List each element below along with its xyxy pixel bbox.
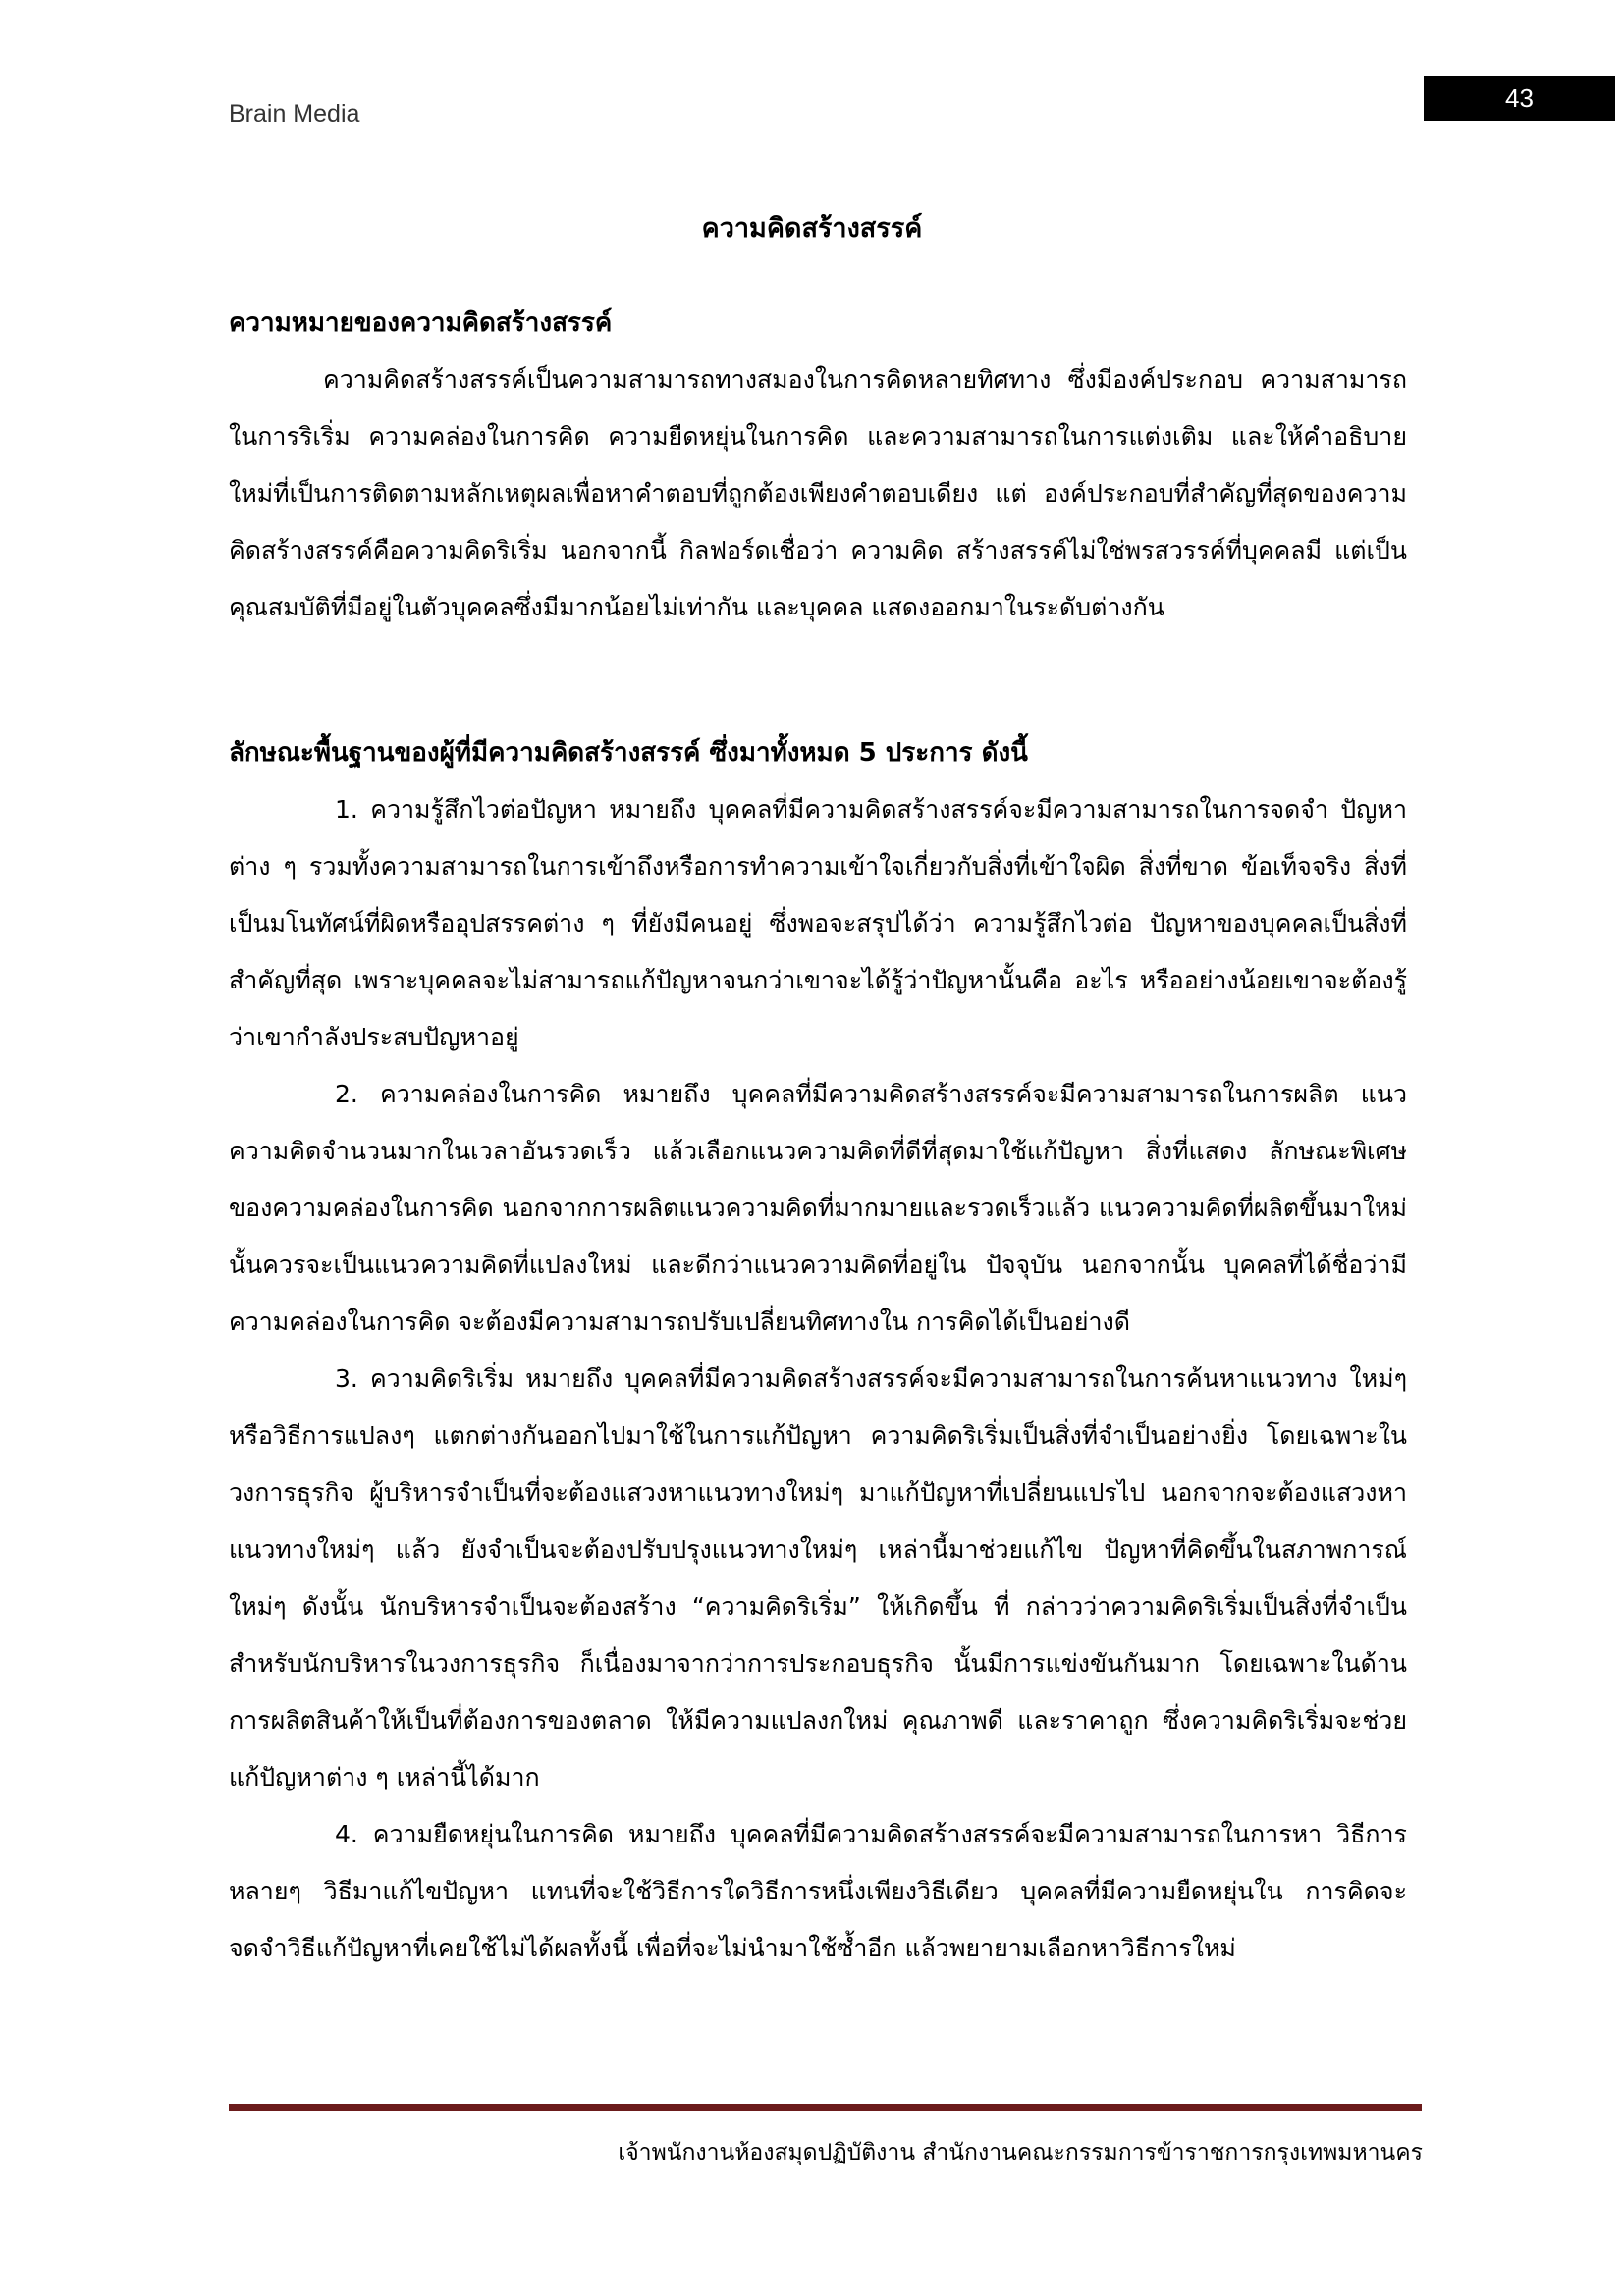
numbered-paragraph: 1. ความรู้สึกไวต่อปัญหา หมายถึง บุคคลที่มีความคิดสร้างสรรค์จะมีความสามารถในการจดจำ ปัญหาต่าง ๆ รวมทั้งความสามารถในการเข้าถึงหรือการทำความเข้าใจเกี่ยวกับสิ่งที่เข้าใจผิด สิ่งที่ขาด ข้อเท็จจริง สิ่งที่เป็นมโนทัศน์ที่ผิดหรืออุปสรรคต่าง ๆ ที่ยังมีคนอยู่ ซึ่งพอจะสรุปได้ว่า ความรู้สึกไวต่อ ปัญหาของบุคคลเป็นสิ่งที่สำคัญที่สุด เพราะบุคคลจะไม่สามารถแก้ปัญหาจนกว่าเขาจะได้รู้ว่าปัญหานั้นคือ อะไร หรืออย่างน้อยเขาจะต้องรู้ว่าเขากำลังประสบปัญหาอยู่ — [229, 795, 1407, 1051]
section-spacer — [229, 636, 1407, 724]
header-publisher-label: Brain Media — [229, 100, 360, 128]
footer-text: เจ้าพนักงานห้องสมุดปฏิบัติงาน สำนักงานคณะกรรมการข้าราชการกรุงเทพมหานคร — [618, 2140, 1423, 2165]
numbered-paragraph: 4. ความยืดหยุ่นในการคิด หมายถึง บุคคลที่มีความคิดสร้างสรรค์จะมีความสามารถในการหา วิธีการหลายๆ วิธีมาแก้ไขปัญหา แทนที่จะใช้วิธีการใดวิธีการหนึ่งเพียงวิธีเดียว บุคคลที่มีความยืดหยุ่นใน การคิดจะจดจำวิธีแก้ปัญหาที่เคยใช้ไม่ได้ผลทั้งนี้ เพื่อที่จะไม่นำมาใช้ซ้ำอีก แล้วพยายามเลือกหาวิธีการใหม่ — [229, 1820, 1407, 1962]
page-number-badge: 43 — [1424, 76, 1615, 121]
document-body — [229, 294, 1407, 1977]
footer-divider — [229, 2104, 1422, 2111]
section-heading: ลักษณะพื้นฐานของผู้ที่มีความคิดสร้างสรรค์ ซึ่งมาทั้งหมด 5 ประการ ดังนี้ — [229, 738, 1028, 768]
numbered-paragraph: 2. ความคล่องในการคิด หมายถึง บุคคลที่มีความคิดสร้างสรรค์จะมีความสามารถในการผลิต แนวความคิดจำนวนมากในเวลาอันรวดเร็ว แล้วเลือกแนวความคิดที่ดีที่สุดมาใช้แก้ปัญหา สิ่งที่แสดง ลักษณะพิเศษของความคล่องในการคิด นอกจากการผลิตแนวความคิดที่มากมายและรวดเร็วแล้ว แนวความคิดที่ผลิตขึ้นมาใหม่นั้นควรจะเป็นแนวความคิดที่แปลงใหม่ และดีกว่าแนวความคิดที่อยู่ใน ปัจจุบัน นอกจากนั้น บุคคลที่ได้ชื่อว่ามีความคล่องในการคิด จะต้องมีความสามารถปรับเปลี่ยนทิศทางใน การคิดได้เป็นอย่างดี — [229, 1080, 1407, 1336]
page-title: ความคิดสร้างสรรค์ — [701, 213, 923, 243]
numbered-paragraph: 3. ความคิดริเริ่ม หมายถึง บุคคลที่มีความคิดสร้างสรรค์จะมีความสามารถในการค้นหาแนวทาง ใหม่ๆ หรือวิธีการแปลงๆ แตกต่างกันออกไปมาใช้ในการแก้ปัญหา ความคิดริเริ่มเป็นสิ่งที่จำเป็นอย่างยิ่ง โดยเฉพาะในวงการธุรกิจ ผู้บริหารจำเป็นที่จะต้องแสวงหาแนวทางใหม่ๆ มาแก้ปัญหาที่เปลี่ยนแปรไป นอกจากจะต้องแสวงหาแนวทางใหม่ๆ แล้ว ยังจำเป็นจะต้องปรับปรุงแนวทางใหม่ๆ เหล่านี้มาช่วยแก้ไข ปัญหาที่คิดขึ้นในสภาพการณ์ใหม่ๆ ดังนั้น นักบริหารจำเป็นจะต้องสร้าง “ความคิดริเริ่ม” ให้เกิดขึ้น ที่ กล่าวว่าความคิดริเริ่มเป็นสิ่งที่จำเป็นสำหรับนักบริหารในวงการธุรกิจ ก็เนื่องมาจากว่าการประกอบธุรกิจ นั้นมีการแข่งขันกันมาก โดยเฉพาะในด้านการผลิตสินค้าให้เป็นที่ต้องการของตลาด ให้มีความแปลงกใหม่ คุณภาพดี และราคาถูก ซึ่งความคิดริเริ่มจะช่วยแก้ปัญหาต่าง ๆ เหล่านี้ได้มาก — [229, 1364, 1407, 1791]
body-paragraph: ความคิดสร้างสรรค์เป็นความสามารถทางสมองในการคิดหลายทิศทาง ซึ่งมีองค์ประกอบ ความสามารถในการริเริ่ม ความคล่องในการคิด ความยืดหยุ่นในการคิด และความสามารถในการแต่งเติม และให้คำอธิบายใหม่ที่เป็นการติดตามหลักเหตุผลเพื่อหาคำตอบที่ถูกต้องเพียงคำตอบเดียง แต่ องค์ประกอบที่สำคัญที่สุดของความคิดสร้างสรรค์คือความคิดริเริ่ม นอกจากนี้ กิลฟอร์ดเชื่อว่า ความคิด สร้างสรรค์ไม่ใช่พรสวรรค์ที่บุคคลมี แต่เป็นคุณสมบัติที่มีอยู่ในตัวบุคคลซึ่งมีมากน้อยไม่เท่ากัน และบุคคล แสดงออกมาในระดับต่างกัน — [229, 365, 1407, 621]
section-heading: ความหมายของความคิดสร้างสรรค์ — [229, 308, 613, 338]
section-meaning — [229, 294, 1407, 636]
section-characteristics — [229, 724, 1407, 1977]
